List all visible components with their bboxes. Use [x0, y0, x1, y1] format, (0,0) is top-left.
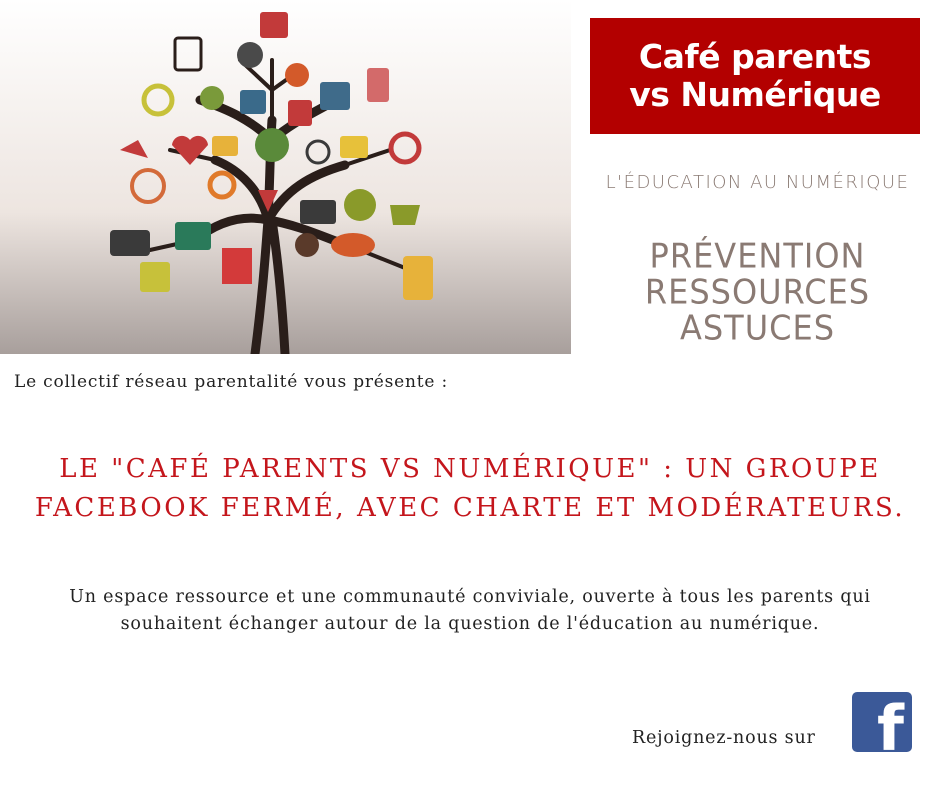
banner-keywords: [590, 238, 925, 346]
keyword-prevention: PRÉVENTION: [649, 236, 866, 276]
banner-title-box: [590, 18, 920, 134]
banner-title-line2: vs Numérique: [629, 75, 881, 114]
hero-image-social-tree: [0, 0, 571, 354]
tree-of-icons-illustration: [0, 0, 571, 354]
banner-tagline: L'ÉDUCATION AU NUMÉRIQUE: [605, 172, 910, 193]
keyword-ressources: RESSOURCES: [644, 272, 871, 312]
join-text: Rejoignez-nous sur: [632, 728, 816, 748]
banner-title-line1: Café parents: [638, 37, 872, 76]
facebook-button[interactable]: [852, 692, 912, 752]
description: Un espace ressource et une communauté conviviale, ouverte à tous les parents qui souhaitent échanger autour de la question de l'éducation au numérique.: [69, 587, 871, 634]
facebook-icon: f: [877, 692, 904, 752]
headline: LE "CAFÉ PARENTS VS NUMÉRIQUE" : UN GROUPE FACEBOOK FERMÉ, AVEC CHARTE ET MODÉRATEURS.: [34, 454, 906, 523]
keyword-astuces: ASTUCES: [679, 308, 836, 348]
intro-text: Le collectif réseau parentalité vous présente :: [14, 372, 449, 392]
